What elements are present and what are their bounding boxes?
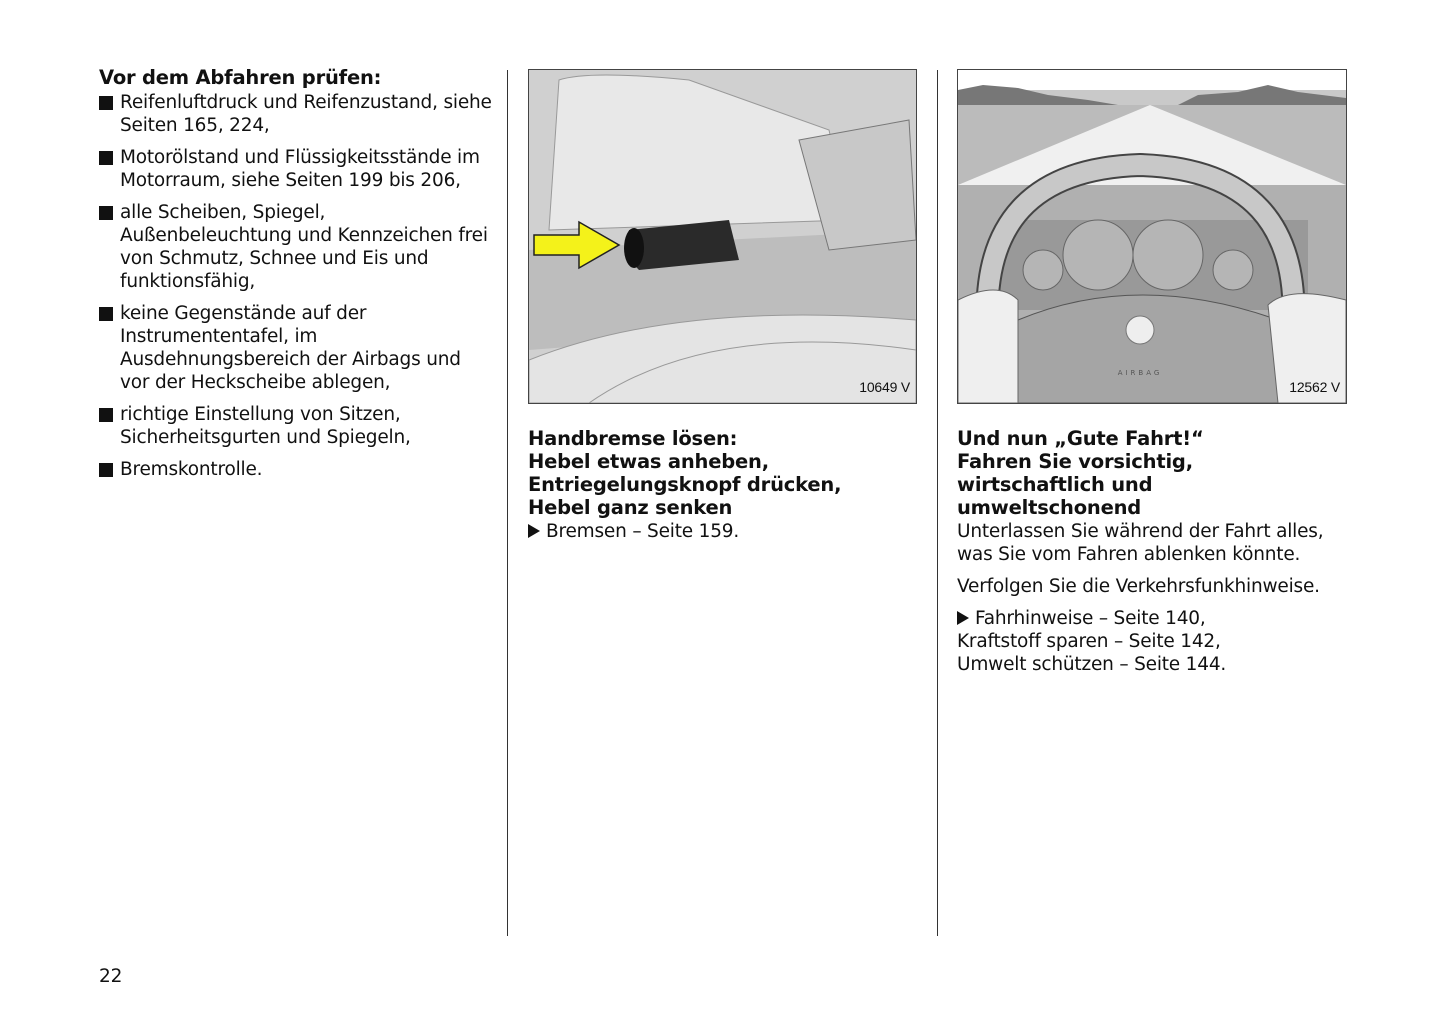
- heading-line: wirtschaftlich und: [957, 473, 1153, 496]
- heading-line: Hebel ganz senken: [528, 496, 733, 519]
- airbag-label: AIRBAG: [1117, 369, 1163, 377]
- figure-number: 10649 V: [859, 379, 910, 395]
- list-item-text: alle Scheiben, Spiegel, Außenbeleuchtung und Kennzeichen frei von Schmutz, Schnee und Eis und funktionsfähig,: [120, 202, 488, 292]
- heading-line: umweltschonend: [957, 496, 1142, 519]
- figure-number: 12562 V: [1289, 379, 1340, 395]
- list-item-text: Reifenluftdruck und Reifenzustand, siehe Seiten 165, 224,: [120, 92, 492, 136]
- bullet-square-icon: [99, 151, 113, 165]
- heading-line: Fahren Sie vorsichtig,: [957, 450, 1193, 473]
- handbrake-illustration: [528, 69, 917, 404]
- list-item: [99, 91, 494, 137]
- bullet-square-icon: [99, 307, 113, 321]
- paragraph: Verfolgen Sie die Verkehrsfunkhinweise.: [957, 576, 1320, 597]
- arrow-right-icon: [528, 524, 540, 538]
- column-divider: [937, 70, 938, 936]
- bullet-square-icon: [99, 96, 113, 110]
- heading-line: Entriegelungsknopf drücken,: [528, 473, 842, 496]
- handbrake-heading: [528, 427, 923, 519]
- heading-line: Und nun „Gute Fahrt!“: [957, 427, 1204, 450]
- bullet-square-icon: [99, 463, 113, 477]
- cross-references: [957, 607, 1352, 676]
- page-number: 22: [99, 966, 123, 987]
- drive-heading: [957, 427, 1352, 519]
- reference-text: Fahrhinweise – Seite 140,: [975, 608, 1206, 629]
- reference-text: Kraftstoff sparen – Seite 142,: [957, 631, 1221, 652]
- cross-reference: [528, 520, 923, 543]
- list-item-text: Bremskontrolle.: [120, 459, 263, 480]
- list-item: [99, 201, 494, 293]
- reference-text: Umwelt schützen – Seite 144.: [957, 654, 1227, 675]
- column-divider: [507, 70, 508, 936]
- checklist-heading: Vor dem Abfahren prüfen:: [99, 66, 382, 89]
- steering-wheel-illustration: [957, 69, 1347, 404]
- checklist: [99, 91, 494, 481]
- handbrake-column: [528, 427, 923, 543]
- bullet-square-icon: [99, 408, 113, 422]
- list-item: [99, 458, 494, 481]
- arrow-right-icon: [957, 611, 969, 625]
- heading-line: Hebel etwas anheben,: [528, 450, 769, 473]
- list-item-text: Motorölstand und Flüssigkeitsstände im Motorraum, siehe Seiten 199 bis 206,: [120, 147, 480, 191]
- list-item: [99, 302, 494, 394]
- reference-text: Bremsen – Seite 159.: [546, 521, 740, 542]
- list-item-text: keine Gegenstände auf der Instrumententafel, im Ausdehnungsbereich der Airbags und vor der Heckscheibe ablegen,: [120, 303, 461, 393]
- paragraph: Unterlassen Sie während der Fahrt alles, was Sie vom Fahren ablenken könnte.: [957, 521, 1324, 565]
- bullet-square-icon: [99, 206, 113, 220]
- heading-line: Handbremse lösen:: [528, 427, 738, 450]
- list-item: [99, 403, 494, 449]
- list-item: [99, 146, 494, 192]
- list-item-text: richtige Einstellung von Sitzen, Sicherheitsgurten und Spiegeln,: [120, 404, 411, 448]
- drive-column: [957, 427, 1352, 676]
- checklist-column: [99, 66, 494, 490]
